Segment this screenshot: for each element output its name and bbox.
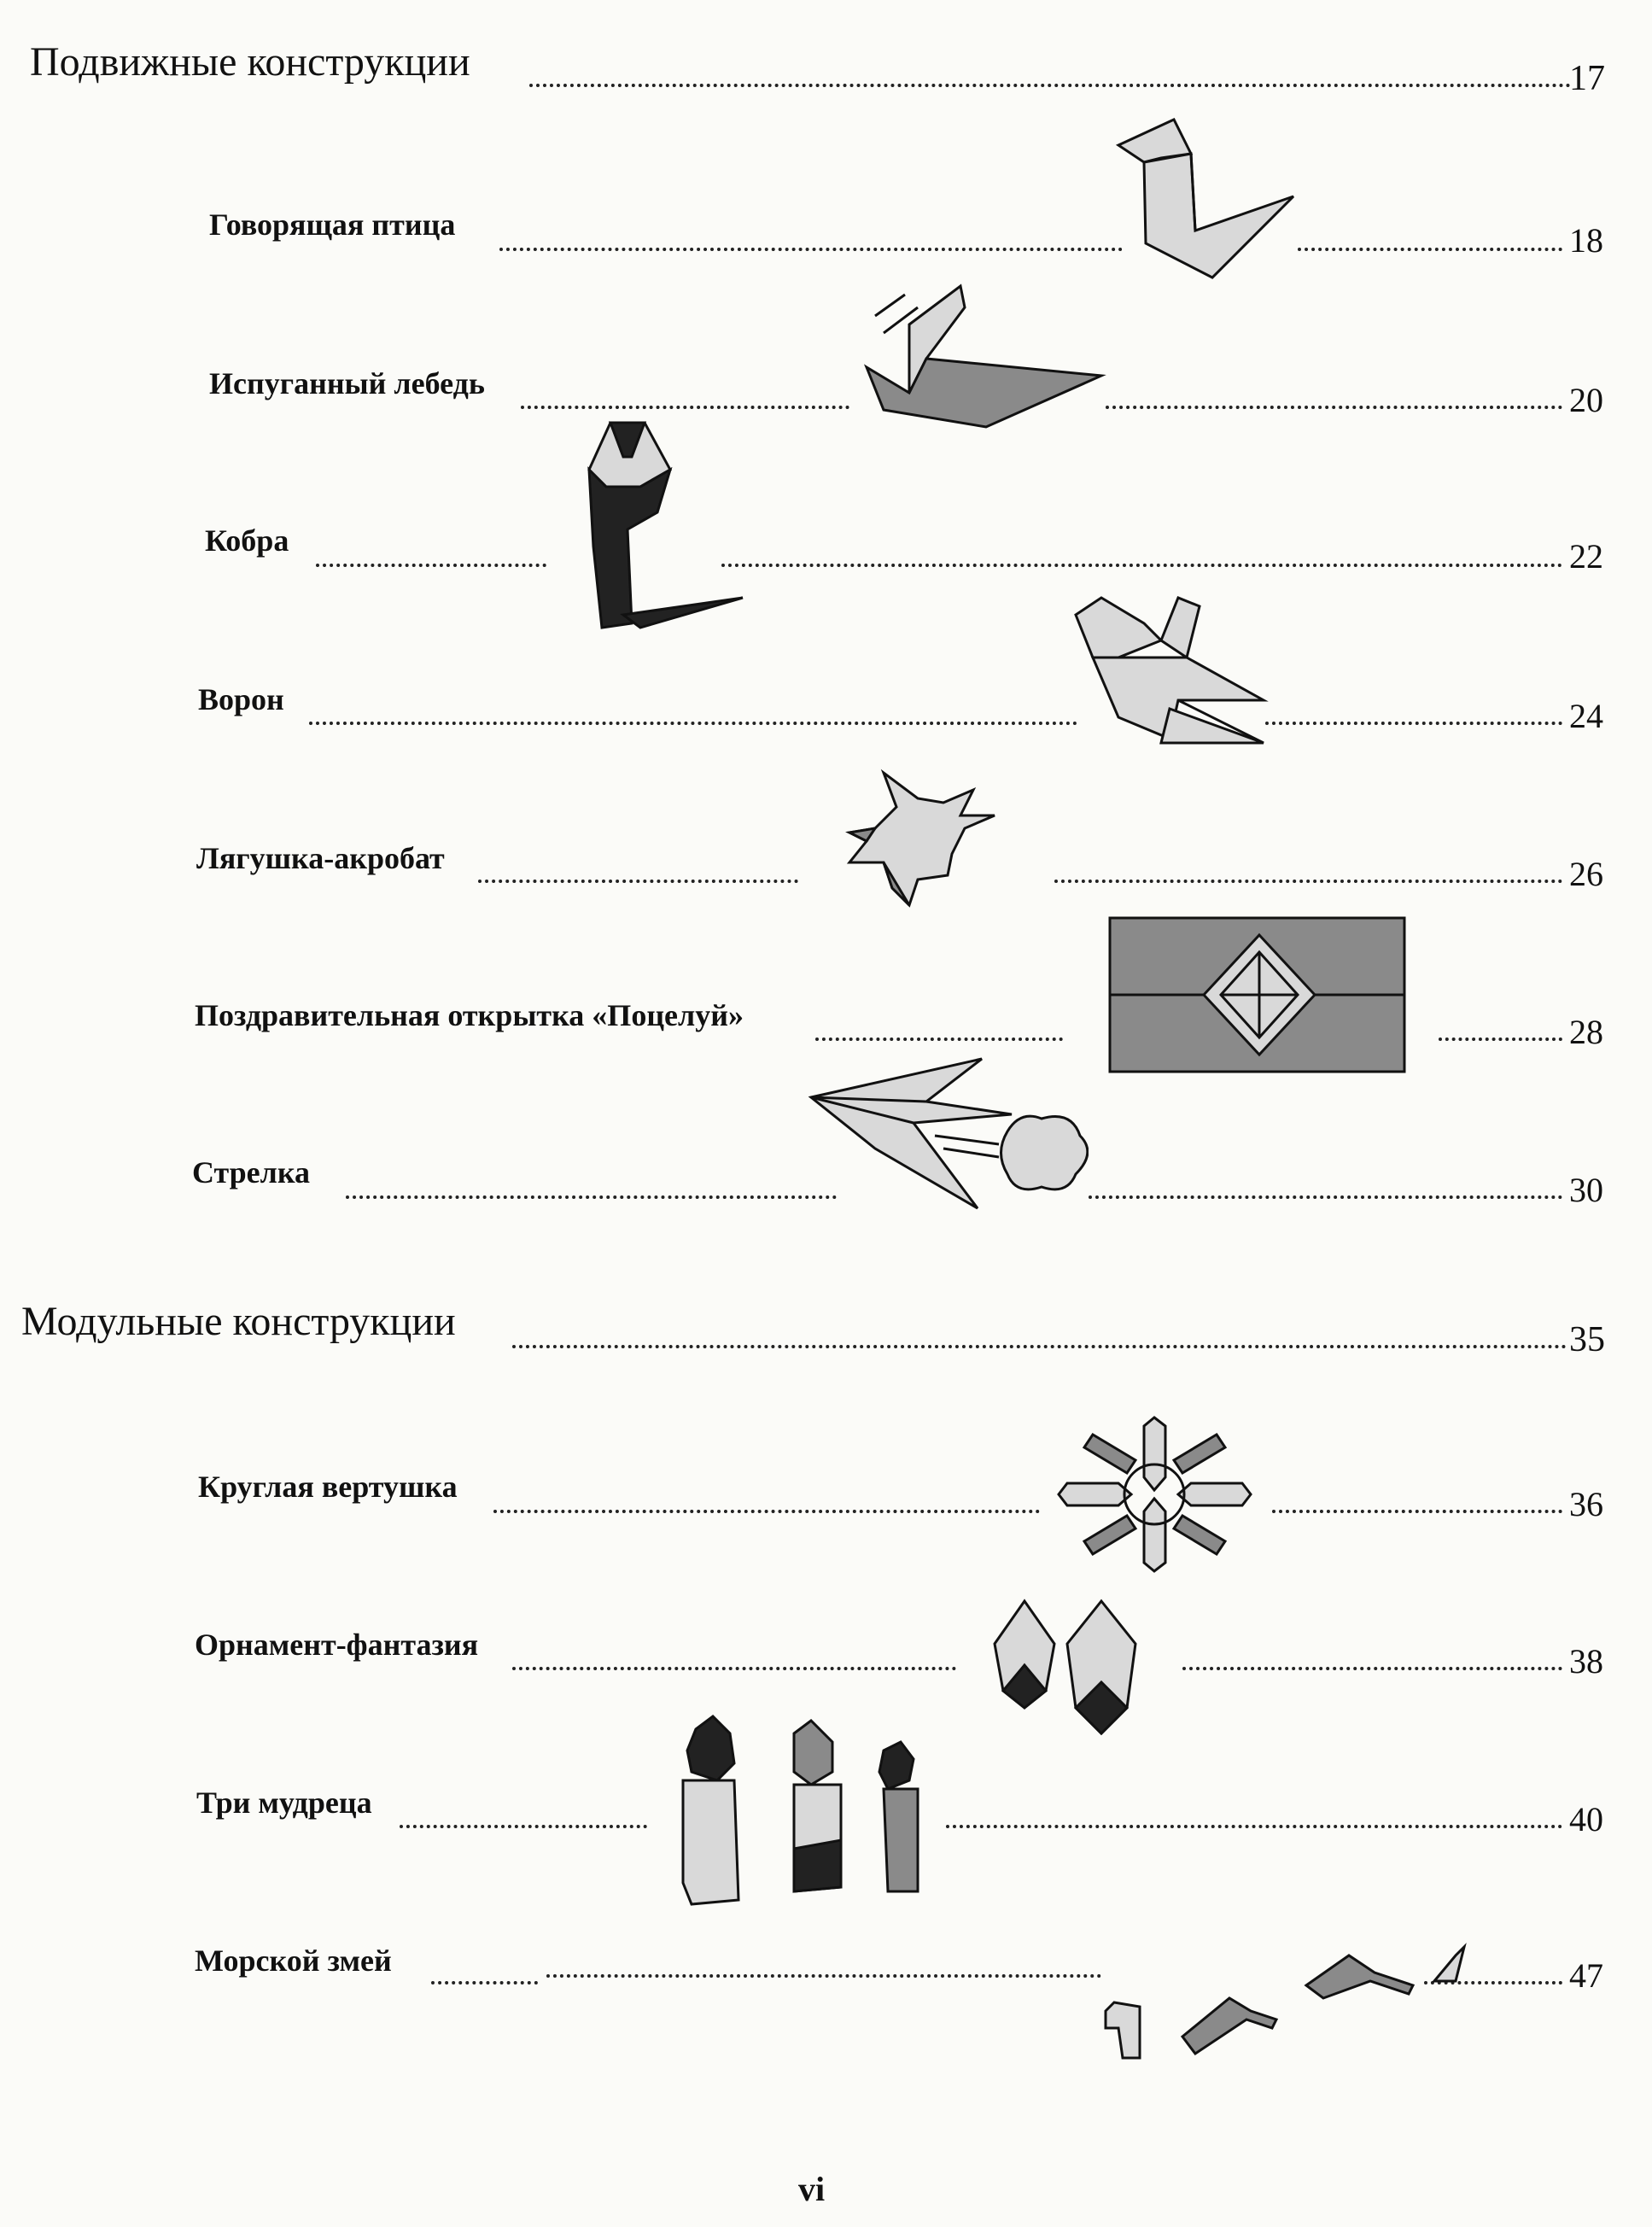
section-title: Модульные конструкции (21, 1299, 456, 1344)
arrow-plane-figure (807, 1055, 1089, 1217)
section-page-number: 17 (1569, 59, 1605, 98)
page-number: vi (798, 2170, 826, 2208)
dot-leader (946, 1825, 1562, 1828)
toc-item-page: 18 (1569, 221, 1603, 260)
dot-leader (529, 84, 1571, 87)
dot-leader (431, 1981, 538, 1984)
toc-item-title: Ворон (198, 682, 284, 716)
dot-leader (499, 248, 1123, 251)
cobra-figure (572, 418, 751, 640)
talking-bird-figure (1110, 111, 1306, 282)
dot-leader (309, 722, 1077, 725)
three-sages-figure (674, 1712, 948, 1917)
dot-leader (1089, 1195, 1562, 1199)
dot-leader (521, 406, 849, 409)
toc-item-page: 26 (1569, 855, 1603, 893)
pinwheel-figure (1050, 1409, 1259, 1580)
toc-item-title: Круглая вертушка (198, 1470, 458, 1504)
dot-leader (1272, 1510, 1562, 1513)
toc-item-title: Три мудреца (196, 1786, 372, 1820)
toc-item-title: Говорящая птица (209, 208, 456, 242)
sea-serpent-figure (1101, 1891, 1477, 2062)
toc-item-title: Морской змей (195, 1944, 392, 1978)
dot-leader (1298, 248, 1562, 251)
ornament-figure (986, 1597, 1165, 1738)
dot-leader (346, 1195, 837, 1199)
toc-item-page: 36 (1569, 1485, 1603, 1523)
toc-item-page: 22 (1569, 537, 1603, 576)
dot-leader (400, 1825, 647, 1828)
frog-figure (832, 769, 1012, 922)
dot-leader (478, 880, 798, 883)
toc-item-page: 20 (1569, 381, 1603, 419)
dot-leader (721, 564, 1562, 567)
raven-figure (1067, 589, 1272, 769)
toc-item-page: 28 (1569, 1013, 1603, 1051)
kiss-card-figure (1106, 914, 1413, 1076)
dot-leader (1182, 1667, 1562, 1670)
section-title: Подвижные конструкции (30, 39, 470, 85)
toc-item-page: 24 (1569, 697, 1603, 735)
section-page-number: 35 (1569, 1320, 1605, 1359)
dot-leader (512, 1345, 1567, 1348)
toc-item-page: 38 (1569, 1642, 1603, 1680)
toc-item-title: Поздравительная открытка «Поцелуй» (195, 998, 744, 1032)
toc-item-title: Орнамент-фантазия (195, 1628, 479, 1662)
toc-item-title: Стрелка (192, 1155, 311, 1189)
dot-leader (546, 1974, 1101, 1978)
dot-leader (815, 1038, 1063, 1041)
toc-item-page: 40 (1569, 1800, 1603, 1838)
dot-leader (1054, 880, 1562, 883)
dot-leader (1106, 406, 1562, 409)
dot-leader (1439, 1038, 1562, 1041)
dot-leader (316, 564, 546, 567)
toc-item-title: Лягушка-акробат (196, 841, 445, 875)
dot-leader (493, 1510, 1040, 1513)
dot-leader (512, 1667, 956, 1670)
toc-item-page: 47 (1569, 1956, 1603, 1995)
toc-item-title: Кобра (205, 523, 289, 558)
toc-item-page: 30 (1569, 1171, 1603, 1209)
frightened-swan-figure (858, 282, 1114, 435)
toc-item-title: Испуганный лебедь (209, 366, 485, 400)
dot-leader (1265, 722, 1562, 725)
